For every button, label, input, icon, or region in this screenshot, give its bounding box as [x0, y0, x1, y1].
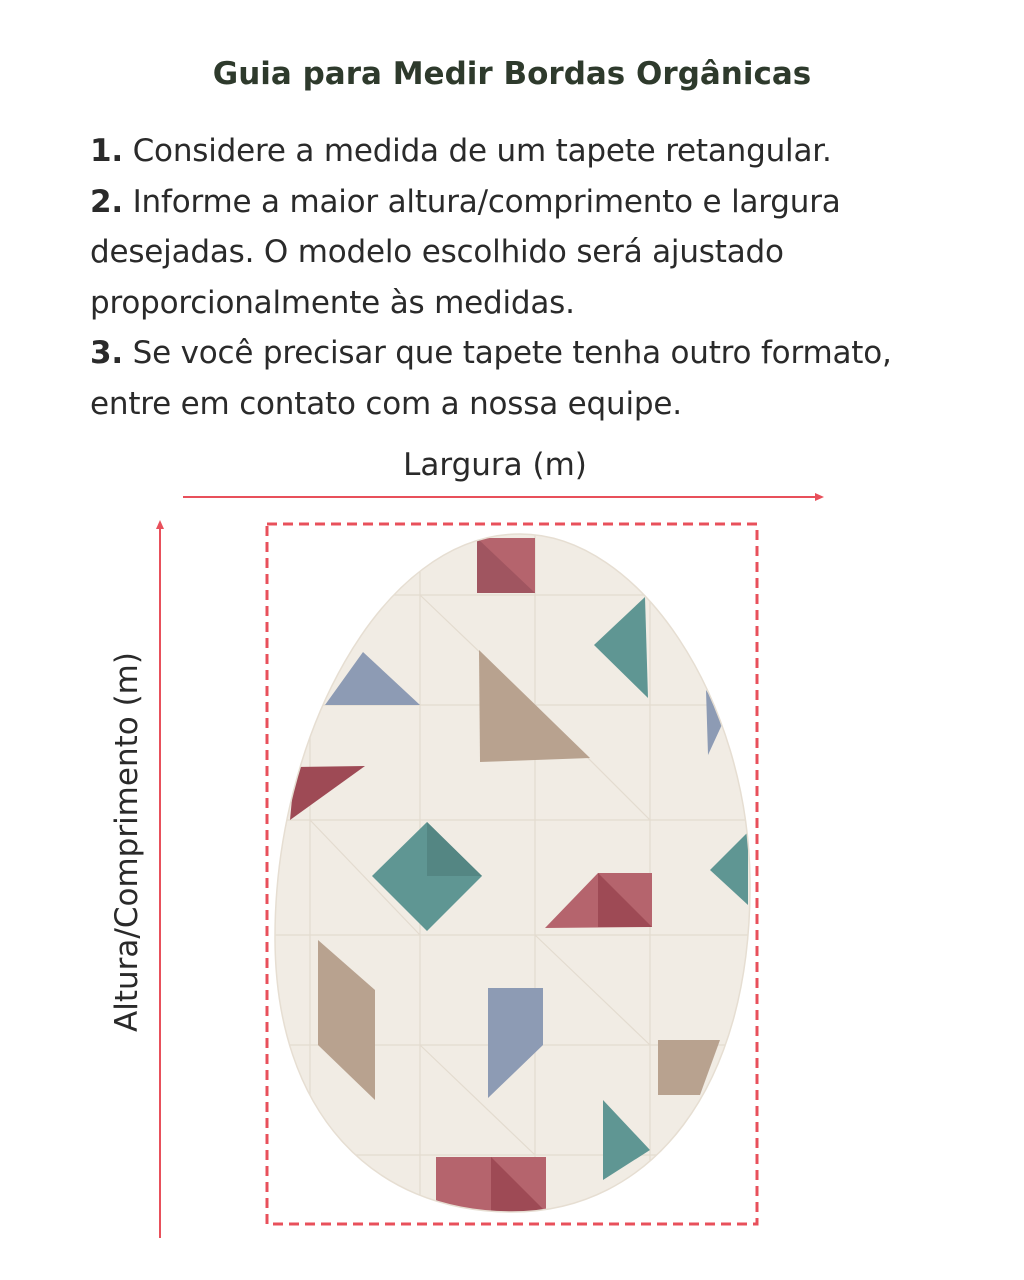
step-text: Informe a maior altura/comprimento e largura desejadas. O modelo escolhido será ajustado proporcionalmente às medidas.	[90, 183, 841, 321]
step-number: 2.	[90, 183, 123, 220]
rug-image	[260, 520, 760, 1220]
height-arrow	[156, 520, 164, 1238]
width-label: Largura (m)	[403, 447, 587, 483]
height-label: Altura/Comprimento (m)	[109, 652, 145, 1032]
step-text: Se você precisar que tapete tenha outro formato, entre em contato com a nossa equipe.	[90, 335, 892, 422]
width-arrow	[183, 493, 824, 501]
step-number: 1.	[90, 133, 123, 169]
step-number: 3.	[90, 335, 123, 371]
page-title: Guia para Medir Bordas Orgânicas	[212, 56, 812, 92]
step-text: Considere a medida de um tapete retangular.	[122, 133, 832, 169]
